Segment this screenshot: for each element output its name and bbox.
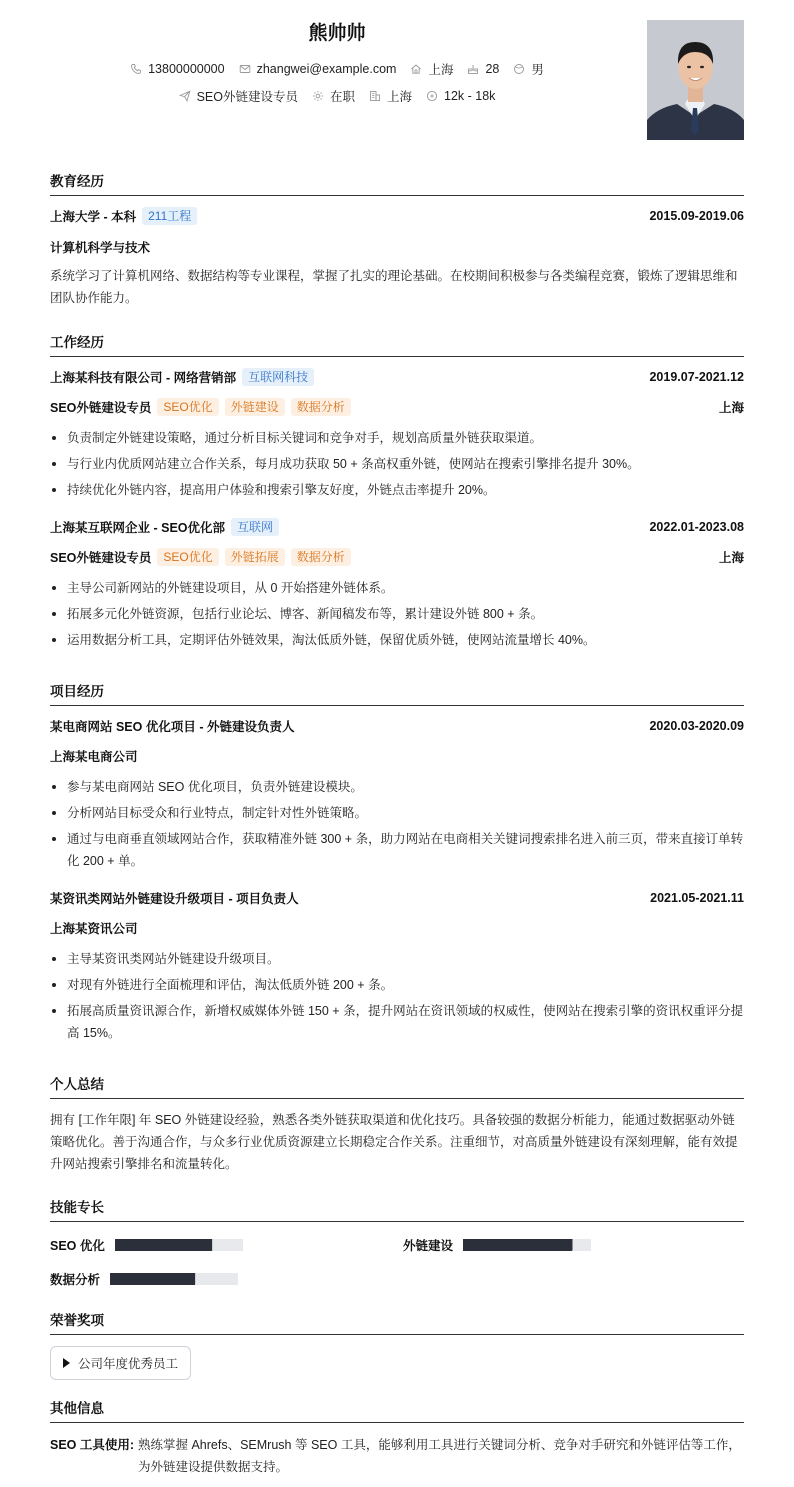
job-1-skill-tag: SEO优化 [157,398,218,416]
list-item: 拓展高质量资讯源合作，新增权威媒体外链 150 + 条，提升网站在资讯领域的权威性，使网站在搜索引擎的资讯权重评分提高 15%。 [50,1000,744,1044]
job-1-role: SEO外链建设专员 [50,401,152,415]
skill-level-bar [463,1239,591,1251]
education-period: 2015.09-2019.06 [649,209,744,223]
job-1-skill-tag: 数据分析 [291,398,351,416]
other-info-text: 熟练掌握 Ahrefs、SEMrush 等 SEO 工具，能够利用工具进行关键词分析、竞争对手研究和外链评估等工作，为外链建设提供数据支持。 [138,1438,741,1474]
project-2-bullets [50,948,744,1048]
age-value: 28 [485,62,500,76]
job-1-skill-tag: 外链建设 [225,398,285,416]
skill-level-fill [463,1239,572,1251]
resume-header [50,0,744,160]
list-item: 负责制定外链建设策略，通过分析目标关键词和竞争对手，规划高质量外链获取渠道。 [50,427,744,449]
job-1-header-row [50,368,744,386]
job-1-bullets [50,427,744,505]
phone-item [130,62,224,76]
city-value: 上海 [386,90,412,104]
age-item [467,62,499,76]
project-2-header-row [50,889,744,907]
mail-icon [239,63,251,75]
project-1-period: 2020.03-2020.09 [649,719,744,733]
skill-level-bar [110,1273,238,1285]
city-item [369,87,412,105]
job-1-company: 上海某科技有限公司 - 网络营销部 [50,371,237,385]
list-item: 持续优化外链内容，提高用户体验和搜索引擎友好度，外链点击率提升 20%。 [50,479,744,501]
job-1-period: 2019.07-2021.12 [649,370,744,384]
location-value: 上海 [428,63,454,77]
skill-item [50,1270,238,1288]
project-2-name: 某资讯类网站外链建设升级项目 - 项目负责人 [50,892,299,906]
list-item: 通过与电商垂直领域网站合作，获取精准外链 300 + 条，助力网站在电商相关关键词搜索排名进入前三页，带来直接订单转化 200 + 单。 [50,828,744,872]
school-tag: 211工程 [142,207,197,225]
gear-icon [312,90,324,102]
age-icon [467,63,479,75]
skill-name: 数据分析 [50,1273,101,1287]
skill-item [403,1236,591,1254]
gender-icon [513,63,525,75]
project-1-header-row [50,717,744,735]
list-item: 主导某资讯类网站外链建设升级项目。 [50,948,744,970]
summary-text: 拥有 [工作年限] 年 SEO 外链建设经验，熟悉各类外链获取渠道和优化技巧。具备较强的数据分析能力，能通过数据驱动外链策略优化。善于沟通合作，与众多行业优质资源建立长期稳定合作关系。注重细节，对高质量外链建设有深刻理解，能有效提升网站搜索引擎排名和流量转化。 [50,1113,738,1171]
job-2-role-row [50,548,744,566]
project-2-period: 2021.05-2021.11 [650,891,744,905]
skill-item [50,1236,243,1254]
expand-triangle-icon [63,1358,70,1368]
job-2-bullets [50,577,744,655]
education-description: 系统学习了计算机网络、数据结构等专业课程，掌握了扎实的理论基础。在校期间积极参与各类编程竞赛，锻炼了逻辑思维和团队协作能力。 [50,269,738,305]
projects-title: 项目经历 [50,680,744,706]
job-1-role-row [50,398,744,416]
other-info-label: SEO 工具使用: [50,1438,135,1452]
list-item: 运用数据分析工具，定期评估外链效果，淘汰低质外链，保留优质外链，使网站流量增长 40%。 [50,629,744,651]
job-2-industry-tag: 互联网 [231,518,279,536]
job-1-city: 上海 [718,401,744,415]
contact-row [50,60,624,78]
resume-page [50,0,744,1474]
job-2-company: 上海某互联网企业 - SEO优化部 [50,521,226,535]
skills-section [50,1196,744,1222]
other-section [50,1397,744,1423]
summary-section [50,1073,744,1099]
job-2-city: 上海 [718,551,744,565]
work-title: 工作经历 [50,331,744,357]
job-2-header-row [50,518,744,536]
send-icon [179,90,191,102]
salary-value: 12k - 18k [444,89,496,103]
project-2-org-row [50,919,744,937]
salary-item [426,89,495,103]
honor-item[interactable] [50,1346,191,1380]
gender-value: 男 [531,63,544,77]
skill-name: 外链建设 [403,1239,454,1253]
job-1-industry-tag: 互联网科技 [242,368,314,386]
major-name: 计算机科学与技术 [50,241,151,255]
profile-photo [647,20,744,140]
work-section [50,331,744,357]
other-title: 其他信息 [50,1397,744,1423]
coin-icon [426,90,438,102]
home-icon [410,63,422,75]
honor-label: 公司年度优秀员工 [78,1357,179,1371]
projects-section [50,680,744,706]
job-2-skill-tag: 外链拓展 [225,548,285,566]
honors-title: 荣誉奖项 [50,1309,744,1335]
position-item [179,87,298,105]
summary-title: 个人总结 [50,1073,744,1099]
candidate-name: 熊帅帅 [308,23,366,44]
major-row [50,238,744,256]
position-value: SEO外链建设专员 [196,90,298,104]
status-item [312,87,355,105]
skill-name: SEO 优化 [50,1239,105,1253]
phone-icon [130,63,142,75]
status-value: 在职 [329,90,355,104]
education-section [50,170,744,196]
gender-item [513,60,544,78]
job-2-skill-tag: 数据分析 [291,548,351,566]
building-icon [369,90,381,102]
job-2-role: SEO外链建设专员 [50,551,152,565]
list-item: 对现有外链进行全面梳理和评估，淘汰低质外链 200 + 条。 [50,974,744,996]
phone-value: 13800000000 [148,62,225,76]
email-value: zhangwei@example.com [256,62,397,76]
list-item: 分析网站目标受众和行业特点，制定针对性外链策略。 [50,802,744,824]
list-item: 主导公司新网站的外链建设项目，从 0 开始搭建外链体系。 [50,577,744,599]
school-name: 上海大学 - 本科 [50,210,137,224]
project-1-bullets [50,776,744,876]
location-item [410,60,453,78]
email-item [239,62,397,76]
project-1-name: 某电商网站 SEO 优化项目 - 外链建设负责人 [50,720,295,734]
skill-level-fill [110,1273,195,1285]
job-intent-row [50,87,624,105]
list-item: 与行业内优质网站建立合作关系，每月成功获取 50 + 条高权重外链，使网站在搜索引擎排名提升 30%。 [50,453,744,475]
other-info-row [50,1434,744,1478]
education-title: 教育经历 [50,170,744,196]
job-2-skill-tag: SEO优化 [157,548,218,566]
skill-level-fill [115,1239,212,1251]
job-2-period: 2022.01-2023.08 [649,520,744,534]
list-item: 拓展多元化外链资源，包括行业论坛、博客、新闻稿发布等，累计建设外链 800 + 条。 [50,603,744,625]
skill-level-bar [115,1239,243,1251]
project-1-org-row [50,747,744,765]
project-2-org: 上海某资讯公司 [50,922,138,936]
project-1-org: 上海某电商公司 [50,750,138,764]
education-header-row [50,207,744,225]
list-item: 参与某电商网站 SEO 优化项目，负责外链建设模块。 [50,776,744,798]
honors-section [50,1309,744,1335]
skills-title: 技能专长 [50,1196,744,1222]
